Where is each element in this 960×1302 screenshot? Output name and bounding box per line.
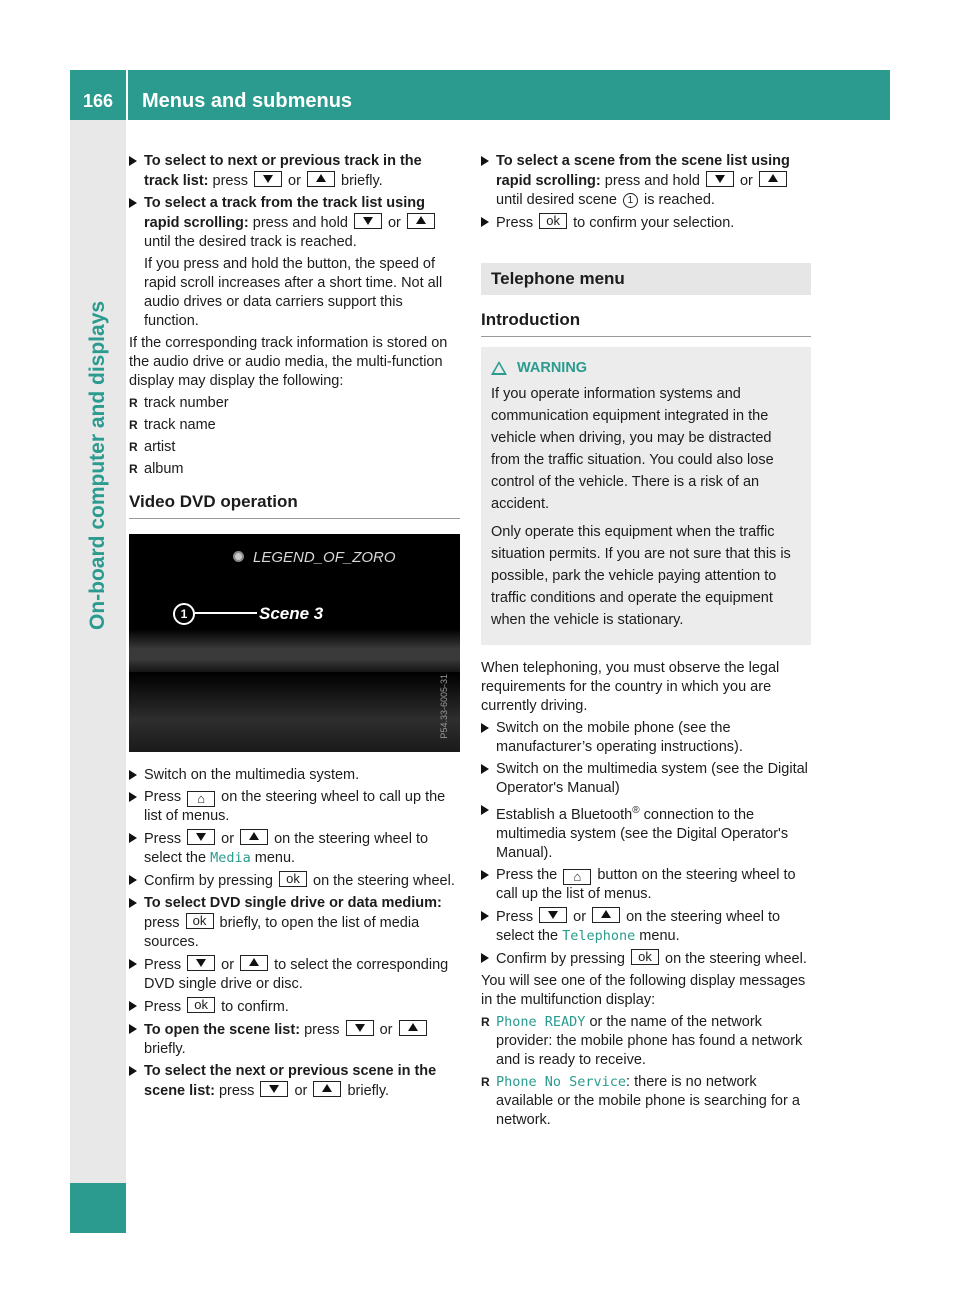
instruction-text: to select the corresponding DVD single drive or disc.	[144, 957, 449, 992]
arrow-bullet-icon	[129, 198, 137, 208]
instruction-text: Press the	[496, 866, 558, 883]
instruction-item	[129, 829, 460, 868]
page-title: Menus and submenus	[142, 90, 353, 112]
paragraph: You will see one of the following display messages in the multifunction display:	[481, 972, 806, 1008]
warning-title	[491, 357, 801, 379]
instruction-item	[481, 719, 811, 757]
scene-label: Scene 3	[259, 604, 324, 623]
list-item	[129, 416, 460, 435]
home-key-icon: ⌂	[187, 791, 215, 807]
instruction-title: To select a track from the track list using rapid scrolling:	[144, 195, 425, 231]
instruction-item	[481, 213, 811, 233]
arrow-bullet-icon	[129, 898, 137, 908]
instruction-text: to confirm your selection.	[573, 215, 735, 231]
paragraph: When telephoning, you must observe the legal requirements for the country in which you are currently driving.	[481, 660, 780, 714]
disc-title: LEGEND_OF_ZORO	[253, 549, 396, 566]
instruction-text: menu.	[254, 850, 296, 866]
r-bullet-icon: R	[129, 462, 138, 476]
instruction-item	[481, 760, 811, 798]
callout-line	[195, 612, 257, 614]
arrow-bullet-icon	[481, 953, 489, 963]
list-item-text: or the name of the network provider: the mobile phone has found a network and is ready to receive.	[496, 1013, 803, 1068]
header-divider	[126, 70, 128, 120]
or-text: or	[288, 173, 301, 189]
arrow-bullet-icon	[481, 870, 489, 880]
arrow-bullet-icon	[481, 764, 489, 774]
section-heading: Introduction	[481, 309, 811, 337]
instruction-text: Press	[496, 215, 534, 231]
ok-key-icon	[187, 997, 215, 1013]
instruction-text: press and hold	[252, 215, 348, 231]
warning-text: If you operate information systems and communication equipment integrated in the vehicle when driving, you may be distracted from the traffic situation. You could also lose control of the vehicle. There is a risk of an accident.	[491, 386, 774, 512]
instruction-text: briefly.	[144, 1041, 186, 1057]
instruction-item	[129, 766, 460, 785]
instruction-text: connection to the multimedia system (see the Digital Operator's Manual).	[496, 806, 789, 861]
instruction-text: on the steering wheel to select the	[144, 831, 429, 866]
up-key-icon	[313, 1081, 341, 1097]
r-bullet-icon: R	[481, 1074, 490, 1089]
arrow-bullet-icon	[129, 1066, 137, 1076]
warning-box	[481, 347, 811, 645]
list-item	[481, 1013, 811, 1070]
or-text: or	[387, 215, 401, 231]
down-key-icon	[706, 171, 734, 187]
right-column	[481, 152, 811, 1133]
ok-key-icon	[279, 871, 307, 887]
instruction-text: on the steering wheel to select the	[496, 908, 781, 944]
instruction-item	[481, 866, 811, 904]
instruction-item	[129, 152, 460, 191]
instruction-text: Switch on the mobile phone (see the manufacturer’s operating instructions).	[496, 720, 743, 755]
instruction-text: on the steering wheel.	[313, 873, 455, 889]
instruction-text: Press	[144, 957, 182, 973]
or-text: or	[573, 908, 587, 925]
instruction-text: Press	[144, 999, 182, 1015]
instruction-text: briefly.	[341, 173, 383, 189]
instruction-item	[481, 801, 811, 863]
instruction-text: until desired scene	[496, 192, 617, 208]
image-code: P54.33-6005-31	[439, 674, 449, 739]
warning-text: Only operate this equipment when the traffic situation permits. If you are not sure that this is possible, park the vehicle paying attention to traffic conditions and operate the equipment when the vehicle is stationary.	[491, 524, 791, 628]
instruction-text: press	[218, 1083, 255, 1099]
list-item-text: album	[144, 461, 184, 477]
down-key-icon	[187, 955, 215, 971]
instruction-text: Press	[144, 789, 182, 805]
instruction-text: is reached.	[643, 192, 715, 208]
instruction-title: To select DVD single drive or data medium:	[144, 895, 442, 911]
home-key-icon: ⌂	[563, 869, 591, 885]
chapter-heading: Telephone menu	[481, 263, 811, 295]
disc-icon	[233, 551, 244, 562]
instruction-text: Press	[144, 831, 182, 847]
warning-title-text: WARNING	[517, 360, 588, 376]
instruction-text: button on the steering wheel to call up the list of menus.	[496, 866, 796, 902]
down-key-icon	[254, 171, 282, 187]
list-item-text: artist	[144, 439, 176, 455]
instruction-note: If you press and hold the button, the speed of rapid scroll increases after a short time. Not all audio drives or data carriers support this function.	[144, 256, 443, 329]
r-bullet-icon: R	[129, 396, 138, 410]
list-item-text: track number	[144, 395, 229, 411]
instruction-text: press	[212, 173, 248, 189]
instruction-item	[481, 152, 811, 210]
instruction-text: Confirm by pressing	[496, 950, 625, 967]
instruction-text: menu.	[639, 927, 680, 944]
list-item	[129, 394, 460, 413]
instruction-item	[129, 871, 460, 891]
instruction-text: briefly, to open the list of media sources.	[144, 915, 420, 950]
down-key-icon	[354, 213, 382, 229]
arrow-bullet-icon	[129, 959, 137, 969]
list-item-text: : there is no network available or the mobile phone is searching for a network.	[496, 1073, 800, 1128]
display-text: Phone No Service	[496, 1073, 627, 1090]
instruction-title: To select the next or previous scene in the scene list:	[144, 1063, 437, 1099]
instruction-text: to confirm.	[221, 999, 289, 1015]
or-text: or	[221, 831, 235, 847]
instruction-item	[129, 1020, 460, 1059]
display-text: Telephone	[562, 927, 636, 944]
arrow-bullet-icon	[481, 156, 489, 166]
arrow-bullet-icon	[129, 792, 137, 802]
instruction-item	[129, 955, 460, 994]
r-bullet-icon: R	[129, 418, 138, 432]
arrow-bullet-icon	[129, 156, 137, 166]
down-key-icon	[539, 907, 567, 923]
arrow-bullet-icon	[481, 217, 489, 227]
or-text: or	[379, 1022, 393, 1038]
down-key-icon	[187, 829, 215, 845]
up-key-icon	[307, 171, 335, 187]
arrow-bullet-icon	[129, 833, 137, 843]
instruction-text: press and hold	[604, 173, 700, 189]
registered-mark: ®	[632, 805, 640, 816]
instruction-text: on the steering wheel.	[665, 950, 807, 967]
instruction-title: To open the scene list:	[144, 1022, 301, 1038]
instruction-title: To select a scene from the scene list using rapid scrolling:	[496, 153, 790, 189]
dvd-screen-image	[129, 534, 460, 752]
instruction-item	[481, 907, 811, 946]
down-key-icon	[346, 1020, 374, 1036]
list-item-text: track name	[144, 417, 216, 433]
callout-marker: 1	[623, 193, 638, 208]
arrow-bullet-icon	[129, 770, 137, 780]
side-tab	[70, 1183, 126, 1233]
instruction-text: press	[144, 915, 180, 931]
instruction-item	[129, 1062, 460, 1101]
arrow-bullet-icon	[129, 1024, 137, 1034]
paragraph: If the corresponding track information is stored on the audio drive or audio media, the multi-function display may display the following:	[129, 335, 448, 389]
left-column	[129, 152, 460, 1104]
up-key-icon	[407, 213, 435, 229]
list-item	[129, 438, 460, 457]
screen-floor	[129, 672, 460, 752]
up-key-icon	[592, 907, 620, 923]
instruction-text: Confirm by pressing	[144, 873, 273, 889]
list-item	[129, 460, 460, 479]
instruction-text: Press	[496, 908, 534, 925]
instruction-text: until the desired track is reached.	[144, 234, 357, 250]
arrow-bullet-icon	[481, 723, 489, 733]
instruction-text: Establish a Bluetooth	[496, 806, 633, 823]
display-text: Phone READY	[496, 1013, 586, 1030]
or-text: or	[739, 173, 753, 189]
arrow-bullet-icon	[129, 875, 137, 885]
arrow-bullet-icon	[481, 805, 489, 815]
r-bullet-icon: R	[481, 1014, 490, 1029]
instruction-text: press	[304, 1022, 340, 1038]
callout-marker: 1	[173, 603, 195, 625]
arrow-bullet-icon	[129, 1001, 137, 1011]
instruction-text: on the steering wheel to call up the list of menus.	[144, 789, 446, 824]
instruction-text: briefly.	[347, 1083, 390, 1099]
warning-triangle-icon	[491, 361, 507, 375]
down-key-icon	[260, 1081, 288, 1097]
or-text: or	[221, 957, 235, 973]
instruction-title: To select to next or previous track in the track list:	[144, 153, 422, 189]
section-heading: Video DVD operation	[129, 491, 460, 519]
instruction-item	[481, 949, 811, 969]
or-text: or	[294, 1083, 308, 1099]
instruction-text: Switch on the multimedia system.	[144, 767, 360, 783]
display-text: Media	[210, 850, 251, 866]
arrow-bullet-icon	[481, 911, 489, 921]
side-label: On-board computer and displays	[86, 300, 109, 630]
ok-key-icon	[539, 213, 567, 229]
up-key-icon	[240, 955, 268, 971]
instruction-text: Switch on the multimedia system (see the Digital Operator's Manual)	[496, 761, 808, 796]
up-key-icon	[399, 1020, 427, 1036]
up-key-icon	[240, 829, 268, 845]
list-item	[481, 1073, 811, 1130]
ok-key-icon	[186, 913, 214, 929]
instruction-item	[129, 788, 460, 826]
instruction-item	[129, 997, 460, 1017]
r-bullet-icon: R	[129, 440, 138, 454]
ok-key-icon	[631, 949, 659, 965]
instruction-item	[129, 194, 460, 331]
up-key-icon	[759, 171, 787, 187]
instruction-item	[129, 894, 460, 952]
page-number: 166	[82, 91, 114, 111]
